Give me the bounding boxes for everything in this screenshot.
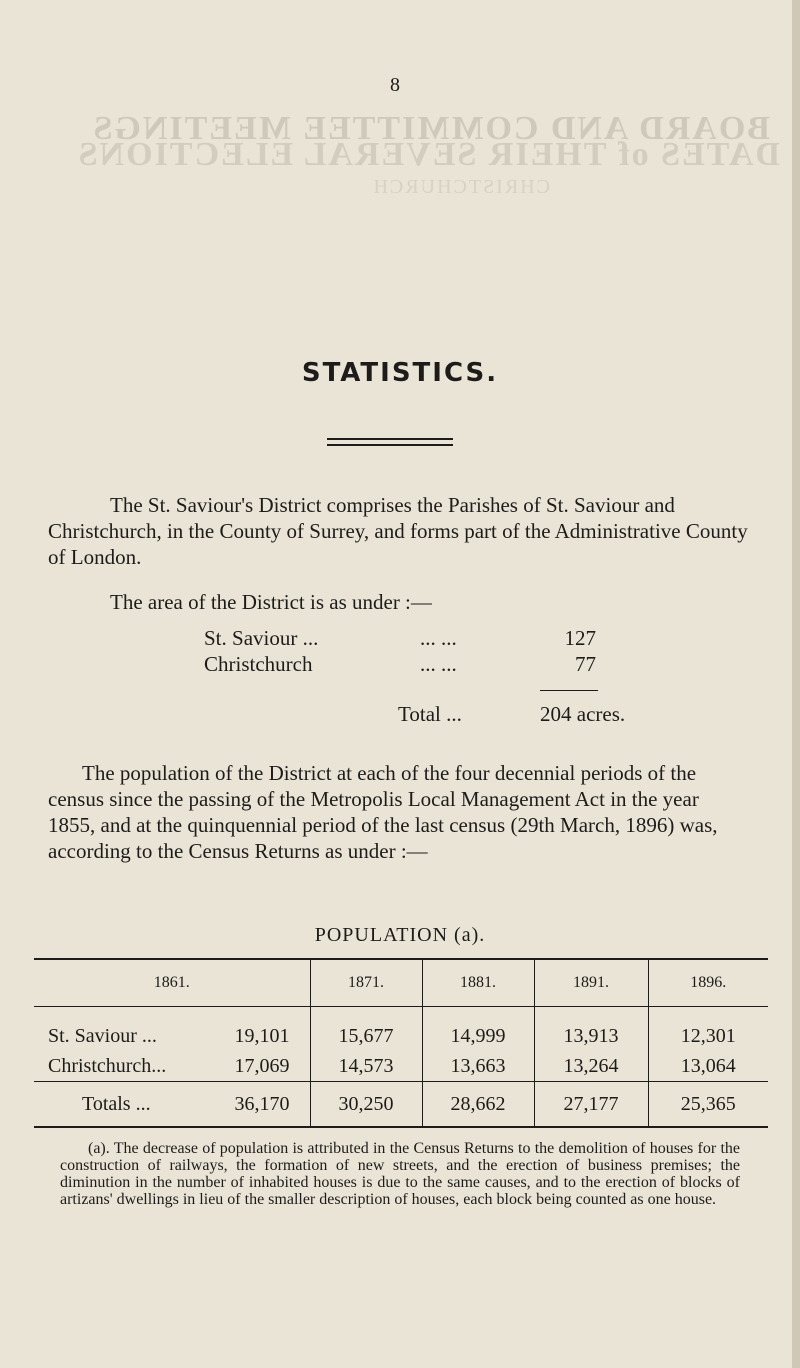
table-cell: 27,177 [534, 1082, 648, 1128]
population-paragraph: The population of the District at each of the four decennial periods of the census since the passing of the Metropolis Local Management Act in the year 1855, and at the quinquennial period of the last census (29th March, 1896) was, according to the Census Returns as under :— [48, 761, 718, 863]
table-cell: 13,064 [648, 1051, 768, 1082]
page-edge [792, 0, 800, 1368]
table-cell [34, 1082, 310, 1128]
table-cell: 14,999 [422, 1021, 534, 1051]
page-number: 8 [390, 74, 400, 96]
column-header: 1861. [34, 959, 310, 1007]
table-row [34, 1051, 768, 1082]
population-table [34, 958, 768, 1128]
table-cell: 13,663 [422, 1051, 534, 1082]
table-cell: 14,573 [310, 1051, 422, 1082]
bleed-through-line-3: CHRISTCHURCH [371, 176, 550, 198]
footnote: (a). The decrease of population is attributed in the Census Returns to the demolition of houses for the construction of railways, the formation of new streets, and the erection of business premises; the diminution in the number of inhabited houses is due to the same causes, and to the erection of blocks of artizans' dwellings in lieu of the smaller description of houses, each block being counted as one house. [60, 1140, 740, 1208]
table-row [34, 1007, 768, 1022]
area-row-dots: ... ... [420, 652, 457, 676]
table-cell [34, 1021, 310, 1051]
title-rule-bottom [327, 444, 453, 446]
row-value-1861: 17,069 [234, 1054, 290, 1077]
table-cell: 12,301 [648, 1021, 768, 1051]
area-row-value: 127 [564, 626, 596, 650]
row-value-1861: 19,101 [234, 1024, 290, 1047]
area-row-dots: ... ... [420, 626, 457, 650]
table-cell [34, 1051, 310, 1082]
table-cell: 13,913 [534, 1021, 648, 1051]
population-title: POPULATION (a). [314, 924, 486, 946]
area-heading: The area of the District is as under :— [110, 590, 432, 614]
title-rule-top [327, 438, 453, 440]
area-row-name: Christchurch [204, 652, 313, 676]
area-row-name: St. Saviour ... [204, 626, 319, 650]
column-header: 1896. [648, 959, 768, 1007]
bleed-through-line-1: BOARD AND COMMITTEE MEETINGS [91, 110, 770, 147]
row-label: Christchurch... [48, 1054, 167, 1077]
intro-paragraph: The St. Saviour's District comprises the Parishes of St. Saviour and Christchurch, in the County of Surrey, and forms part of the Administrative County of London. [48, 493, 748, 569]
table-cell: 30,250 [310, 1082, 422, 1128]
area-sum-rule [540, 690, 598, 691]
table-cell: 13,264 [534, 1051, 648, 1082]
page-title: STATISTICS. [301, 358, 499, 388]
table-cell: 25,365 [648, 1082, 768, 1128]
column-header: 1871. [310, 959, 422, 1007]
area-row-value: 77 [575, 652, 596, 676]
area-total-label: Total ... [398, 702, 462, 726]
table-cell: 15,677 [310, 1021, 422, 1051]
bleed-through-line-2: DATES of THEIR SEVERAL ELECTIONS [76, 136, 780, 173]
area-total-value: 204 acres. [540, 702, 626, 726]
column-header: 1881. [422, 959, 534, 1007]
table-cell: 28,662 [422, 1082, 534, 1128]
table-header-row [34, 959, 768, 1007]
totals-label: Totals ... [82, 1092, 151, 1115]
column-header: 1891. [534, 959, 648, 1007]
row-label: St. Saviour ... [48, 1024, 157, 1047]
table-total-row [34, 1082, 768, 1128]
table-row [34, 1021, 768, 1051]
totals-value-1861: 36,170 [234, 1092, 290, 1115]
